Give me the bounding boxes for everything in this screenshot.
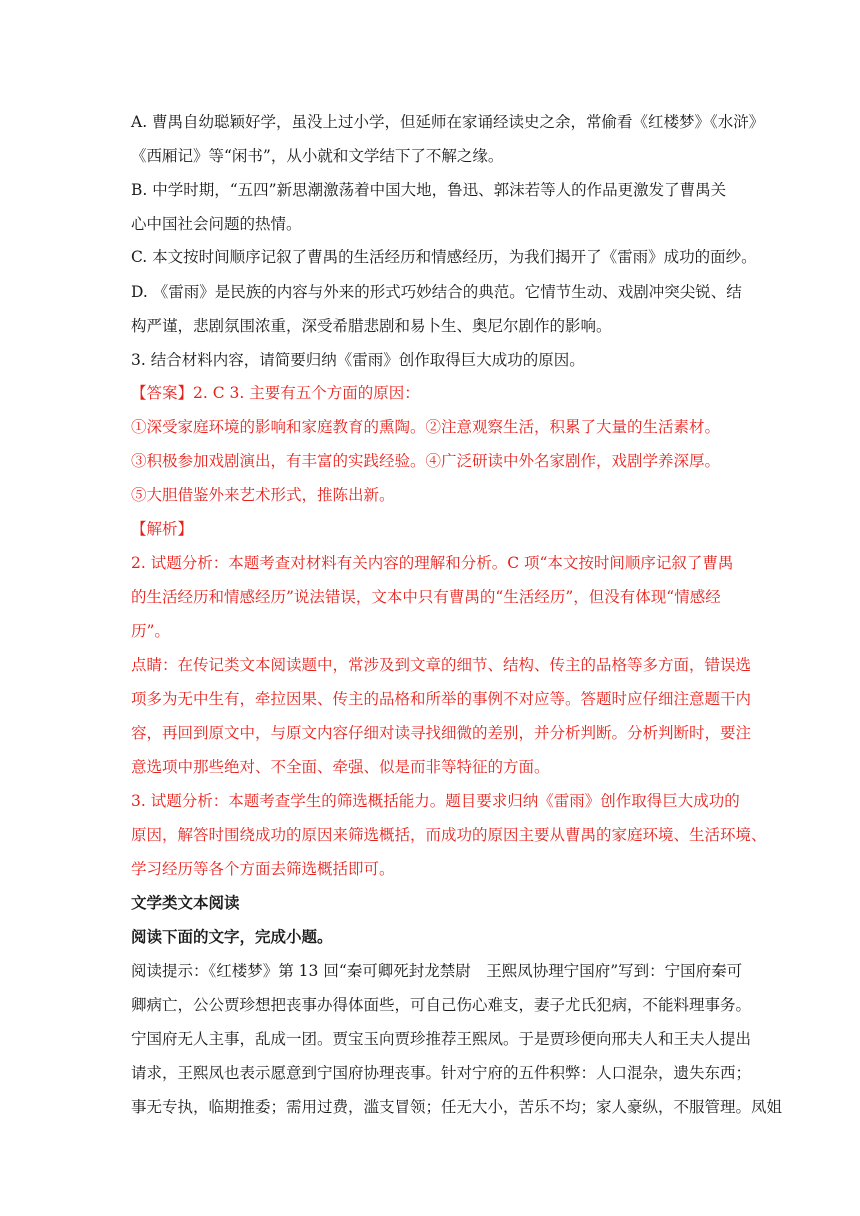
analysis-3-line-3: 学习经历等各个方面去筛选概括即可。: [131, 860, 395, 878]
reading-tip-line-4: 请求，王熙凤也表示愿意到宁国府协理丧事。针对宁府的五件积弊：人口混杂，遗失东西；: [131, 1064, 752, 1082]
answer-line-3: ⑤大胆借鉴外来艺术形式，推陈出新。: [131, 486, 395, 504]
option-b-line-2: 心中国社会问题的热情。: [131, 215, 302, 233]
analysis-heading: 【解析】: [131, 520, 194, 538]
option-a-line-2: 《西厢记》等“闲书”，从小就和文学结下了不解之缘。: [131, 147, 504, 165]
option-d-line-1: D. 《雷雨》是民族的内容与外来的形式巧妙结合的典范。它情节生动、戏剧冲突尖锐、结: [131, 283, 742, 301]
reading-tip-line-1: 阅读提示：《红楼梦》第 13 回“秦可卿死封龙禁尉 王熙凤协理宁国府”写到：宁国府秦可: [131, 962, 743, 980]
option-d-line-2: 构严谨，悲剧氛围浓重，深受希腊悲剧和易卜生、奥尼尔剧作的影响。: [131, 317, 612, 335]
reading-tip-line-5: 事无专执，临期推委；需用过费，滥支冒领；任无大小，苦乐不均；家人豪纵，不服管理。凤姐: [131, 1098, 783, 1116]
tip-line-1: 点睛：在传记类文本阅读题中，常涉及到文章的细节、结构、传主的品格等多方面，错误选: [131, 656, 752, 674]
answer-line-1: ①深受家庭环境的影响和家庭教育的熏陶。②注意观察生活，积累了大量的生活素材。: [131, 418, 721, 436]
analysis-2-line-3: 历”。: [131, 622, 170, 640]
reading-tip-line-2: 卿病亡，公公贾珍想把丧事办得体面些，可自己伤心难支，妻子尤氏犯病，不能料理事务。: [131, 996, 752, 1014]
tip-line-4: 意选项中那些绝对、不全面、牵强、似是而非等特征的方面。: [131, 758, 550, 776]
question-3: 3. 结合材料内容，请简要归纳《雷雨》创作取得巨大成功的原因。: [131, 351, 585, 369]
analysis-3-line-1: 3. 试题分析：本题考查学生的筛选概括能力。题目要求归纳《雷雨》创作取得巨大成功的: [131, 792, 740, 810]
tip-line-3: 容，再回到原文中，与原文内容仔细对读寻找细微的差别，并分析判断。分析判断时，要注: [131, 724, 752, 742]
section-title: 文学类文本阅读: [131, 894, 240, 912]
analysis-3-line-2: 原因，解答时围绕成功的原因来筛选概括，而成功的原因主要从曹禺的家庭环境、生活环境、: [131, 826, 767, 844]
option-b-line-1: B. 中学时期，“五四”新思潮激荡着中国大地，鲁迅、郭沫若等人的作品更激发了曹禺关: [131, 181, 727, 199]
option-a-line-1: A. 曹禺自幼聪颖好学，虽没上过小学，但延师在家诵经读史之余，常偷看《红楼梦》《水浒》: [131, 113, 765, 131]
option-c-line: C. 本文按时间顺序记叙了曹禺的生活经历和情感经历，为我们揭开了《雷雨》成功的面纱。: [131, 248, 757, 266]
tip-line-2: 项多为无中生有，牵拉因果、传主的品格和所举的事例不对应等。答题时应仔细注意题干内: [131, 690, 752, 708]
answer-line-2: ③积极参加戏剧演出，有丰富的实践经验。④广泛研读中外名家剧作，戏剧学养深厚。: [131, 452, 721, 470]
analysis-2-line-2: 的生活经历和情感经历”说法错误，文本中只有曹禺的“生活经历”，但没有体现“情感经: [131, 588, 721, 606]
reading-tip-line-3: 宁国府无人主事，乱成一团。贾宝玉向贾珍推荐王熙凤。于是贾珍便向邢夫人和王夫人提出: [131, 1030, 752, 1048]
answer-heading: 【答案】2. C 3. 主要有五个方面的原因：: [131, 384, 420, 402]
section-instruction: 阅读下面的文字，完成小题。: [131, 928, 333, 946]
analysis-2-line-1: 2. 试题分析：本题考查对材料有关内容的理解和分析。C 项“本文按时间顺序记叙了曹禺: [131, 554, 734, 572]
